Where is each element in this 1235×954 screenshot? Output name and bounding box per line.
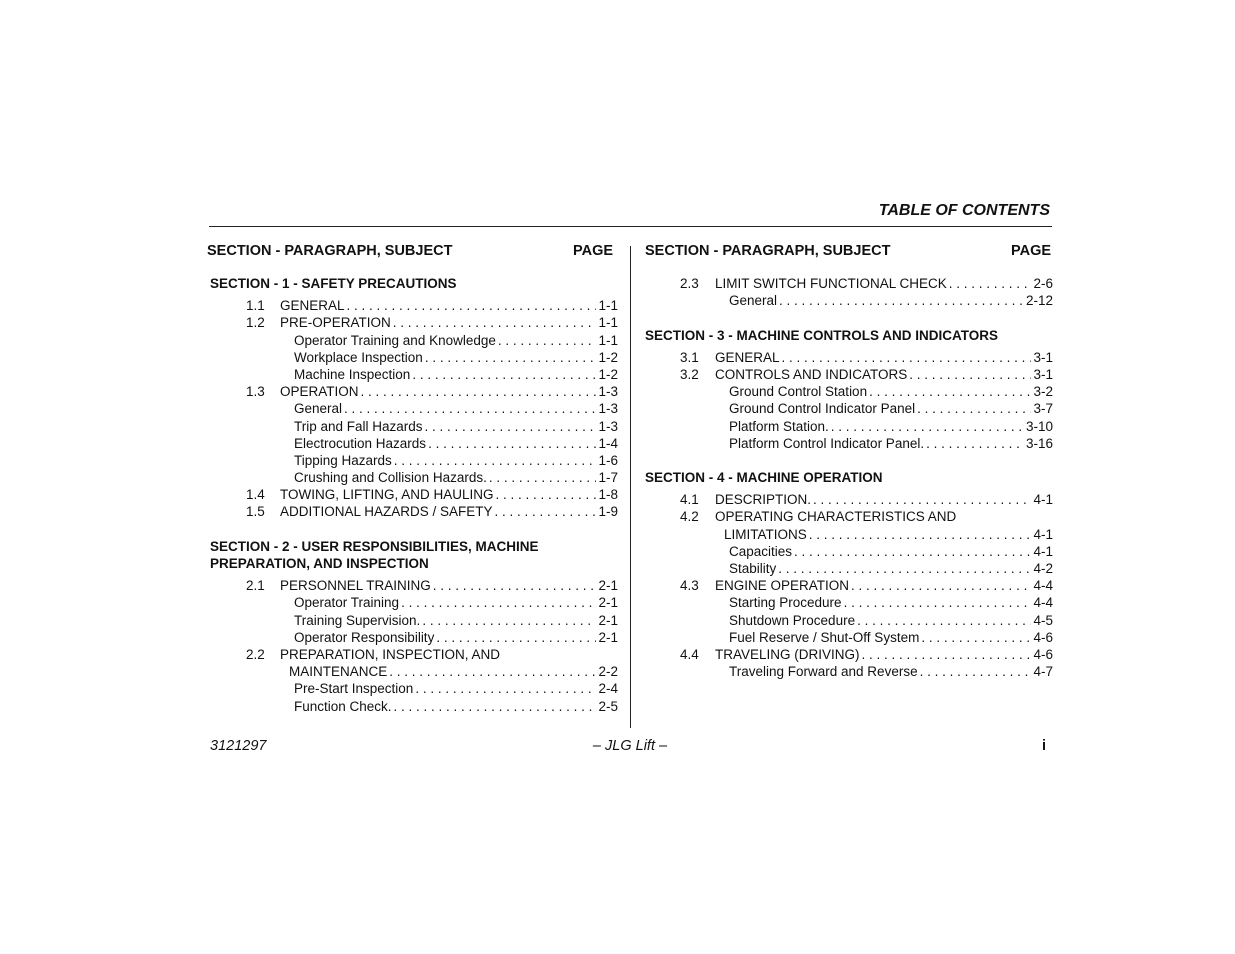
toc-entry[interactable]: 4.1 DESCRIPTION. . . . 4-1: [645, 491, 1053, 508]
section-heading: SECTION - 4 - MACHINE OPERATION: [645, 470, 883, 486]
toc-subentry[interactable]: Traveling Forward and Reverse . . . 4-7: [645, 663, 1053, 680]
toc-entry[interactable]: 3.2 CONTROLS AND INDICATORS . . . 3-1: [645, 366, 1053, 383]
toc-subentry[interactable]: Tipping Hazards . . . 1-6: [210, 452, 618, 469]
toc-subentry[interactable]: Fuel Reserve / Shut-Off System . . . 4-6: [645, 629, 1053, 646]
toc-subentry[interactable]: Platform Station. . . . 3-10: [645, 418, 1053, 435]
toc-subentry[interactable]: Ground Control Indicator Panel . . . 3-7: [645, 400, 1053, 417]
section-heading: SECTION - 2 - USER RESPONSIBILITIES, MACHINE: [210, 538, 539, 554]
toc-subentry[interactable]: Operator Training and Knowledge . . . 1-1: [210, 332, 618, 349]
footer-doc-number: 3121297: [210, 738, 267, 754]
toc-subentry[interactable]: Crushing and Collision Hazards. . . . 1-7: [210, 469, 618, 486]
toc-entry[interactable]: 2.3 LIMIT SWITCH FUNCTIONAL CHECK . . . 2-6: [645, 275, 1053, 292]
toc-subentry[interactable]: Starting Procedure . . . 4-4: [645, 594, 1053, 611]
column-divider: [630, 246, 631, 728]
footer-page-number: i: [1041, 738, 1046, 754]
toc-entry[interactable]: 1.4 TOWING, LIFTING, AND HAULING . . . 1-8: [210, 486, 618, 503]
toc-subentry[interactable]: Capacities . . . 4-1: [645, 543, 1053, 560]
footer-center: – JLG Lift –: [592, 738, 668, 754]
section-heading: SECTION - 1 - SAFETY PRECAUTIONS: [210, 276, 457, 291]
toc-entry-continued[interactable]: LIMITATIONS . . . 4-1: [645, 526, 1053, 543]
right-column-header: SECTION - PARAGRAPH, SUBJECT: [645, 243, 891, 259]
toc-subentry[interactable]: Electrocution Hazards . . . 1-4: [210, 435, 618, 452]
toc-subentry[interactable]: Trip and Fall Hazards . . . 1-3: [210, 418, 618, 435]
toc-entry[interactable]: 1.5 ADDITIONAL HAZARDS / SAFETY . . . 1-9: [210, 503, 618, 520]
page-title: TABLE OF CONTENTS: [878, 202, 1050, 219]
toc-subentry[interactable]: Pre-Start Inspection . . . 2-4: [210, 680, 618, 697]
title-rule: [209, 226, 1052, 227]
toc-entry[interactable]: 3.1 GENERAL . . . 3-1: [645, 349, 1053, 366]
right-toc: [645, 275, 1053, 680]
toc-subentry[interactable]: Ground Control Station . . . 3-2: [645, 383, 1053, 400]
left-page-header: PAGE: [573, 243, 614, 259]
toc-entry[interactable]: 2.2 PREPARATION, INSPECTION, AND: [246, 646, 501, 662]
toc-entry[interactable]: 2.1 PERSONNEL TRAINING . . . 2-1: [210, 577, 618, 594]
left-toc: [210, 275, 618, 715]
right-page-header: PAGE: [1011, 243, 1052, 259]
section-heading: SECTION - 3 - MACHINE CONTROLS AND INDICATORS: [645, 327, 999, 343]
toc-entry[interactable]: 4.3 ENGINE OPERATION . . . 4-4: [645, 577, 1053, 594]
toc-subentry[interactable]: Platform Control Indicator Panel. . . . 3-16: [645, 435, 1053, 452]
toc-subentry[interactable]: General . . . 1-3: [210, 400, 618, 417]
toc-entry[interactable]: 1.2 PRE-OPERATION . . . 1-1: [210, 314, 618, 331]
toc-subentry[interactable]: General . . . 2-12: [645, 292, 1053, 309]
toc-subentry[interactable]: Stability . . . 4-2: [645, 560, 1053, 577]
toc-subentry[interactable]: Training Supervision. . . . 2-1: [210, 612, 618, 629]
toc-entry[interactable]: 1.3 OPERATION . . . 1-3: [210, 383, 618, 400]
toc-entry[interactable]: 4.2 OPERATING CHARACTERISTICS AND: [680, 509, 957, 525]
toc-subentry[interactable]: Shutdown Procedure . . . 4-5: [645, 612, 1053, 629]
toc-subentry[interactable]: Machine Inspection . . . 1-2: [210, 366, 618, 383]
toc-entry[interactable]: 4.4 TRAVELING (DRIVING) . . . 4-6: [645, 646, 1053, 663]
toc-subentry[interactable]: Operator Responsibility . . . 2-1: [210, 629, 618, 646]
toc-subentry[interactable]: Operator Training . . . 2-1: [210, 594, 618, 611]
toc-subentry[interactable]: Workplace Inspection . . . 1-2: [210, 349, 618, 366]
toc-entry-continued[interactable]: MAINTENANCE . . . 2-2: [210, 663, 618, 680]
section-heading: PREPARATION, AND INSPECTION: [210, 556, 429, 571]
toc-entry[interactable]: 1.1 GENERAL . . . 1-1: [210, 297, 618, 314]
left-column-header: SECTION - PARAGRAPH, SUBJECT: [207, 243, 453, 259]
toc-subentry[interactable]: Function Check. . . . 2-5: [210, 698, 618, 715]
